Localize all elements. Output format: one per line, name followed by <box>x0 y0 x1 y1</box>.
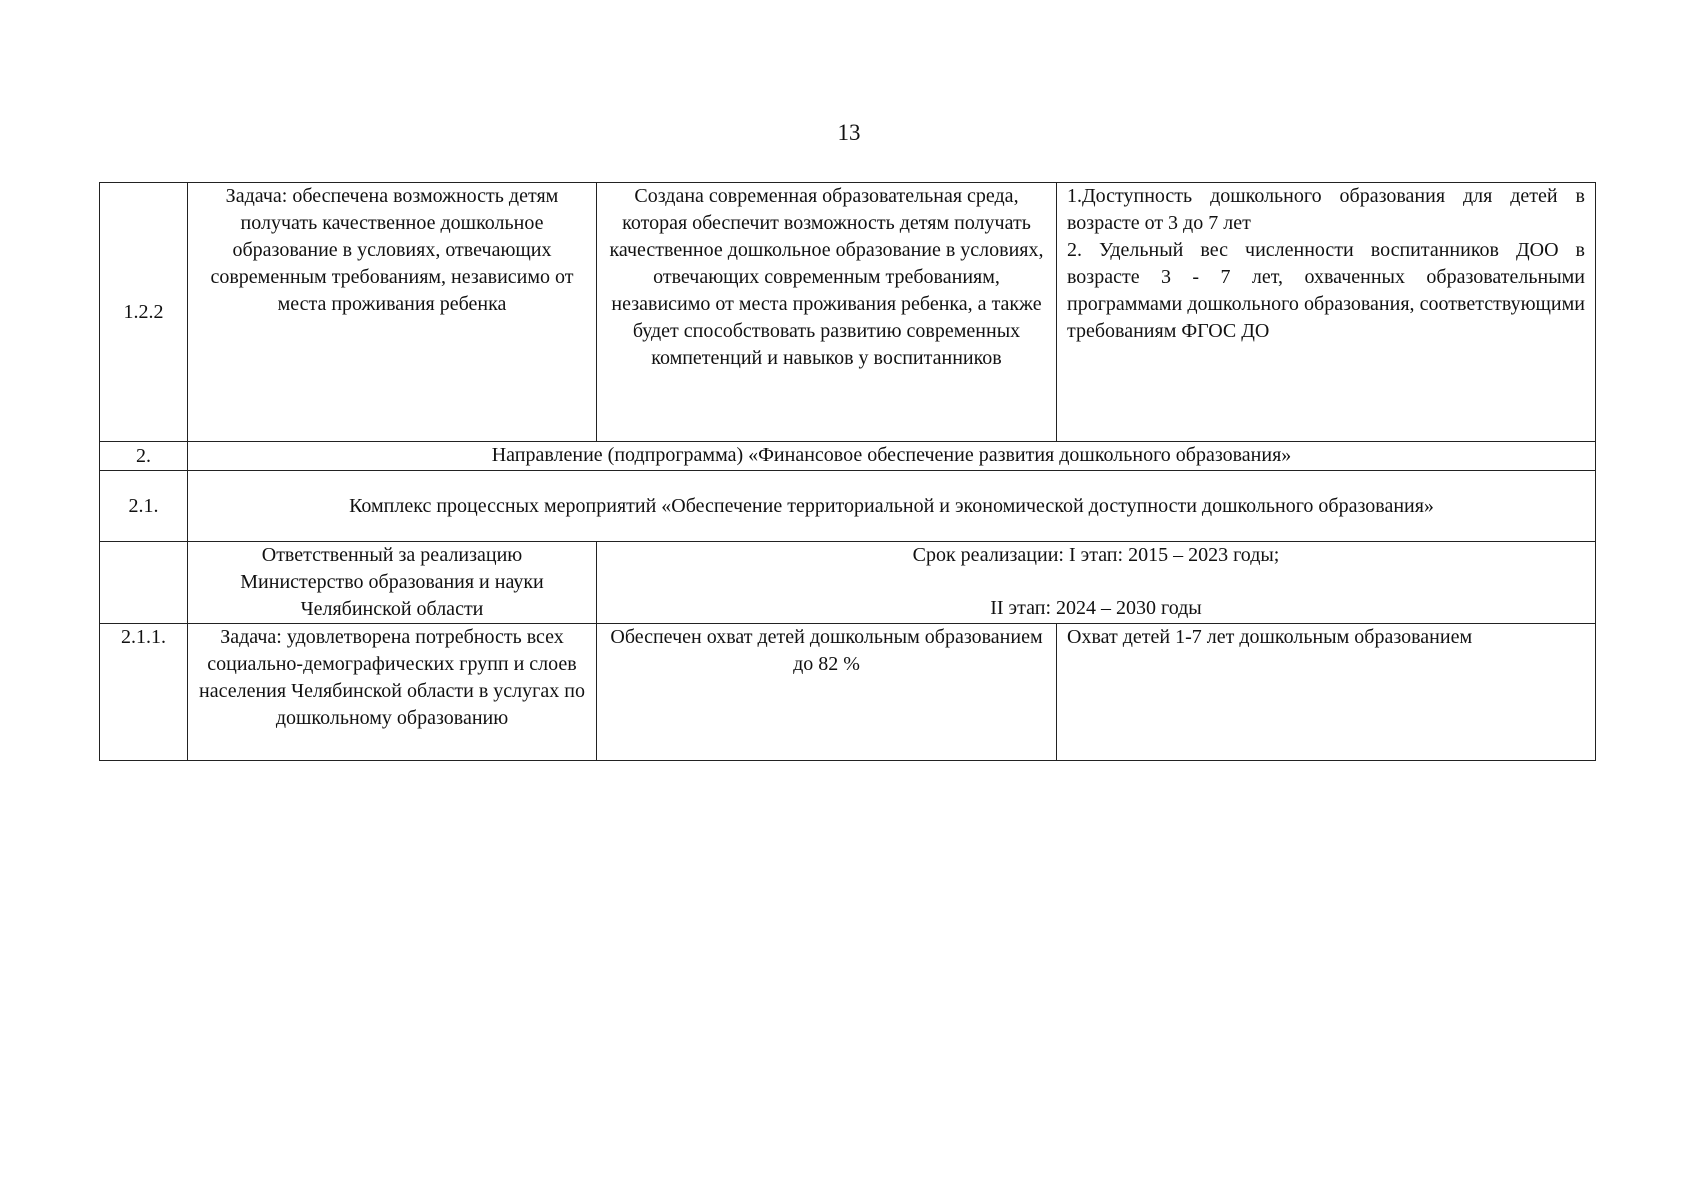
term-cell <box>597 542 1596 624</box>
responsible-value: Министерство образования и науки Челябинской области <box>240 571 544 620</box>
program-structure-table <box>99 182 1596 761</box>
row-number: 2.1.1. <box>100 624 188 761</box>
empty-number-cell <box>100 542 188 624</box>
subprogram-title: Направление (подпрограмма) «Финансовое обеспечение развития дошкольного образования» <box>188 442 1596 471</box>
table-row-2 <box>100 442 1596 471</box>
task-cell: Задача: удовлетворена потребность всех социально-демографических групп и слоев населения Челябинской области в услугах по дошкольному образованию <box>188 624 597 761</box>
page-number: 13 <box>837 120 861 145</box>
task-cell: Задача: обеспечена возможность детям получать качественное дошкольное образование в условиях, отвечающих современным требованиям, независимо от места проживания ребенка <box>188 183 597 442</box>
table-row-2-1 <box>100 471 1596 542</box>
row-number: 2.1. <box>100 471 188 542</box>
result-cell: Обеспечен охват детей дошкольным образованием до 82 % <box>597 624 1057 761</box>
row-number: 1.2.2 <box>100 183 188 442</box>
table-row-1-2-2 <box>100 183 1596 442</box>
indicator-1: 1.Доступность дошкольного образования для детей в возрасте от 3 до 7 лет <box>1067 185 1585 234</box>
result-cell: Создана современная образовательная среда, которая обеспечит возможность детям получать качественное дошкольное образование в условиях, отвечающих современным требованиям, независимо от места проживания ребенка, а также будет способствовать развитию современных компетенций и навыков у воспитанников <box>597 183 1057 442</box>
responsible-label: Ответственный за реализацию <box>261 544 523 566</box>
complex-title: Комплекс процессных мероприятий «Обеспечение территориальной и экономической доступности дошкольного образования» <box>188 471 1596 542</box>
table-row-responsible <box>100 542 1596 624</box>
row-number: 2. <box>100 442 188 471</box>
responsible-cell <box>188 542 597 624</box>
indicator-2: 2. Удельный вес численности воспитанников ДОО в возрасте 3 - 7 лет, охваченных образовательными программами дошкольного образования, соответствующими требованиям ФГОС ДО <box>1067 239 1585 342</box>
indicator-cell: Охват детей 1-7 лет дошкольным образованием <box>1057 624 1596 761</box>
table-row-2-1-1 <box>100 624 1596 761</box>
indicator-cell <box>1057 183 1596 442</box>
term-stage-1: Срок реализации: I этап: 2015 – 2023 годы; <box>912 544 1280 566</box>
term-stage-2: II этап: 2024 – 2030 годы <box>990 597 1202 619</box>
